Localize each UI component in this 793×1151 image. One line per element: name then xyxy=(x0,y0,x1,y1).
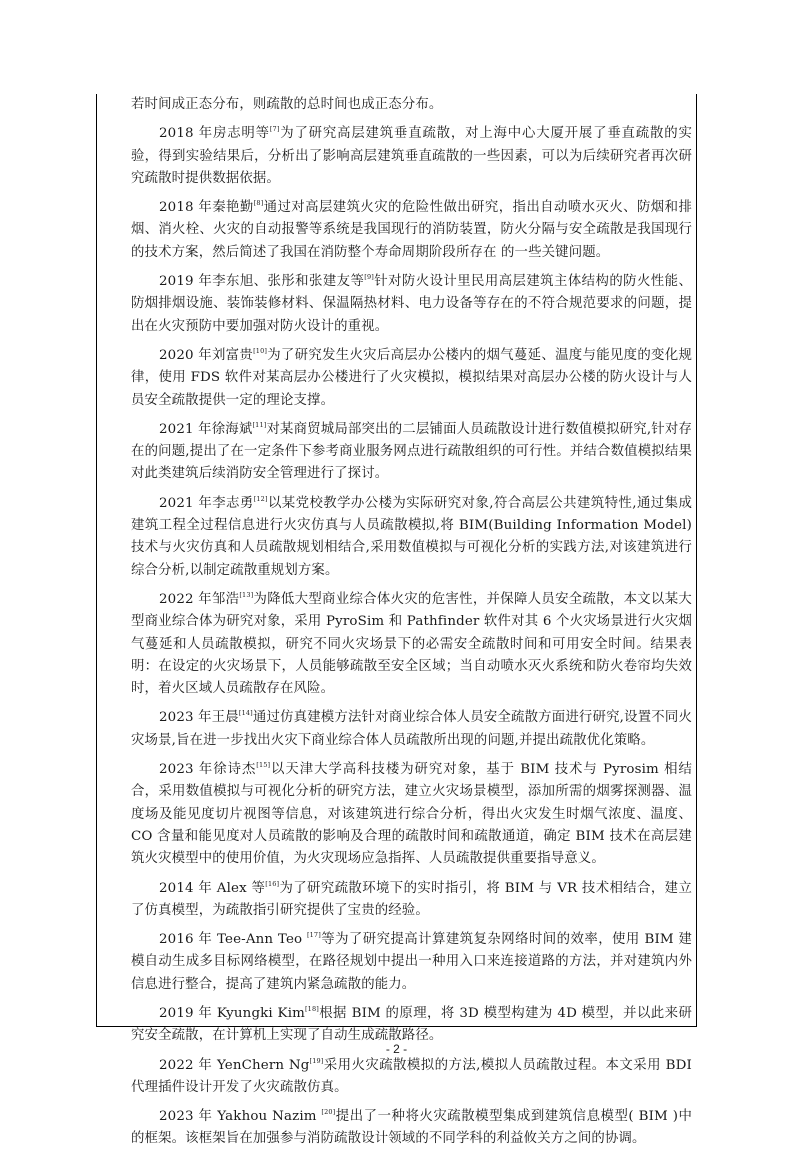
paragraph-text: 针对防火设计里民用高层建筑主体结构的防火性能、防烟排烟设施、装饰装修材料、保温隔热材料、电力设备等存在的不符合规范要求的问题，提出在火灾预防中要加强对防火设计的重视。 xyxy=(131,274,692,334)
paragraph-text: 为了研究发生火灾后高层办公楼内的烟气蔓延、温度与能见度的变化规律，使用 FDS 软件对某高层办公楼进行了火灾模拟，模拟结果对高层办公楼的防火设计与人员安全疏散提供一定的理论支撑。 xyxy=(131,347,692,408)
paragraph-text: 2019 年李东旭、张彤和张建友等 xyxy=(159,274,365,290)
paragraph xyxy=(131,759,692,870)
paragraph-text: 2018 年秦艳勤 xyxy=(159,200,254,216)
paragraph-text: 2021 年李志勇 xyxy=(159,495,254,511)
paragraph xyxy=(131,419,692,486)
paragraph-text: 2019 年 Kyungki Kim xyxy=(159,1005,305,1021)
citation-ref: [16] xyxy=(265,879,280,888)
body-text xyxy=(131,94,692,1151)
paragraph-text: 通过对高层建筑火灾的危险性做出研究，指出自动喷水灭火、防烟和排烟、消火栓、火灾的自动报警等系统是我国现行的消防装置，防火分隔与安全疏散是我国现行的技术方案，然后简述了我国在消防整个寿命周期阶段所存在 的一些关键问题。 xyxy=(131,200,692,260)
paragraph-text: 为了研究疏散环境下的实时指引，将 BIM 与 VR 技术相结合，建立了仿真模型，为疏散指引研究提供了宝贵的经验。 xyxy=(131,880,692,918)
paragraph-text: 2021 年徐海斌 xyxy=(159,421,253,437)
paragraph xyxy=(131,707,692,752)
paragraph-text: 若时间成正态分布，则疏散的总时间也成正态分布。 xyxy=(131,97,443,112)
paragraph xyxy=(131,1003,692,1048)
citation-ref: [9] xyxy=(364,273,374,282)
citation-ref: [17] xyxy=(306,931,321,940)
citation-ref: [12] xyxy=(253,494,268,503)
page-number: - 2 - xyxy=(385,1042,408,1056)
paragraph-text: 2023 年 Yakhou Nazim xyxy=(159,1109,322,1125)
paragraph xyxy=(131,493,692,582)
paragraph xyxy=(131,94,692,116)
citation-ref: [13] xyxy=(239,590,254,599)
paragraph-text: 2014 年 Alex 等 xyxy=(159,880,266,896)
paragraph-text: 根据 BIM 的原理，将 3D 模型构建为 4D 模型，并以此来研究安全疏散，在计算机上实现了自动生成疏散路径。 xyxy=(131,1005,692,1044)
paragraph-text: 2023 年徐诗杰 xyxy=(159,762,257,778)
paragraph-text: 2022 年邹浩 xyxy=(159,591,240,607)
citation-ref: [8] xyxy=(253,199,264,208)
paragraph xyxy=(131,929,692,996)
citation-ref: [20] xyxy=(321,1108,336,1117)
paragraph-text: 通过仿真建模方法针对商业综合体人员安全疏散方面进行研究,设置不同火灾场景,旨在进一步找出火灾下商业综合体人员疏散所出现的问题,并提出疏散优化策略。 xyxy=(131,710,692,748)
paragraph-text: 提出了一种将火灾疏散模型集成到建筑信息模型( BIM )中的框架。该框架旨在加强参与消防疏散设计领域的不同学科的利益攸关方之间的协调。 xyxy=(131,1109,693,1147)
paragraph-text: 等为了研究提高计算建筑复杂网络时间的效率，使用 BIM 建模自动生成多目标网络模型，在路径规划中提出一种用入口来连接道路的方法，并对建筑内外信息进行整合，提高了建筑内紧急疏散的能力。 xyxy=(131,932,693,992)
citation-ref: [7] xyxy=(269,125,280,134)
citation-ref: [18] xyxy=(305,1004,319,1013)
paragraph xyxy=(131,878,692,923)
paragraph xyxy=(131,345,692,412)
citation-ref: [11] xyxy=(252,420,267,429)
paragraph xyxy=(131,123,692,190)
paragraph-text: 2023 年王晨 xyxy=(159,710,239,726)
citation-ref: [15] xyxy=(256,761,271,770)
citation-ref: [10] xyxy=(253,346,268,355)
paragraph xyxy=(131,589,692,700)
paragraph-text: 以某党校教学办公楼为实际研究对象,符合高层公共建筑特性,通过集成建筑工程全过程信息进行火灾仿真与人员疏散模拟,将 BIM(Building Information Model)技术与火灾仿真和人员疏散规划相结合,采用数值模拟与可视化分析的实践方法,对该建筑进行综合分析,以制定疏散重规划方案。 xyxy=(131,495,692,578)
paragraph-text: 2020 年刘富贵 xyxy=(159,347,254,363)
paragraph xyxy=(131,1106,692,1151)
paragraph xyxy=(131,197,692,264)
paragraph-text: 对某商贸城局部突出的二层铺面人员疏散设计进行数值模拟研究,针对存在的问题,提出了在一定条件下参考商业服务网点进行疏散组织的可行性。并结合数值模拟结果对此类建筑后续消防安全管理进行了探讨。 xyxy=(131,421,692,482)
paragraph xyxy=(131,1055,692,1100)
paragraph-text: 2016 年 Tee-Ann Teo xyxy=(159,932,307,948)
paragraph xyxy=(131,271,692,338)
paragraph-text: 2022 年 YenChern Ng xyxy=(159,1057,310,1073)
paragraph-text: 以天津大学高科技楼为研究对象，基于 BIM 技术与 Pyrosim 相结合，采用数值模拟与可视化分析的研究方法，建立火灾场景模型，添加所需的烟雾探测器、温度场及能见度切片视图等信息，对该建筑进行综合分析，得出火灾发生时烟气浓度、温度、CO 含量和能见度对人员疏散的影响及合理的疏散时间和疏散通道，确定 BIM 技术在高层建筑火灾模型中的使用价值，为火灾现场应急指挥、人员疏散提供重要指导意义。 xyxy=(131,762,693,867)
citation-ref: [19] xyxy=(309,1056,324,1065)
paragraph-text: 采用火灾疏散模拟的方法,模拟人员疏散过程。本文采用 BDI 代理插件设计开发了火灾疏散仿真。 xyxy=(131,1057,692,1095)
paragraph-text: 为降低大型商业综合体火灾的危害性，并保障人员安全疏散，本文以某大型商业综合体为研究对象，采用 PyroSim 和 Pathfinder 软件对其 6 个火灾场景进行火灾烟气蔓延和人员疏散模拟，研究不同火灾场景下的必需安全疏散时间和可用安全时间。结果表明：在设定的火灾场景下，人员能够疏散至安全区域；当自动喷水灭火系统和防火卷帘均失效时，着火区域人员疏散存在风险。 xyxy=(131,591,692,697)
citation-ref: [14] xyxy=(238,709,253,718)
paragraph-text: 2018 年房志明等 xyxy=(159,126,270,142)
paragraph-text: 为了研究高层建筑垂直疏散，对上海中心大厦开展了垂直疏散的实验，得到实验结果后，分析出了影响高层建筑垂直疏散的一些因素，可以为后续研究者再次研究疏散时提供数据依据。 xyxy=(131,126,692,186)
